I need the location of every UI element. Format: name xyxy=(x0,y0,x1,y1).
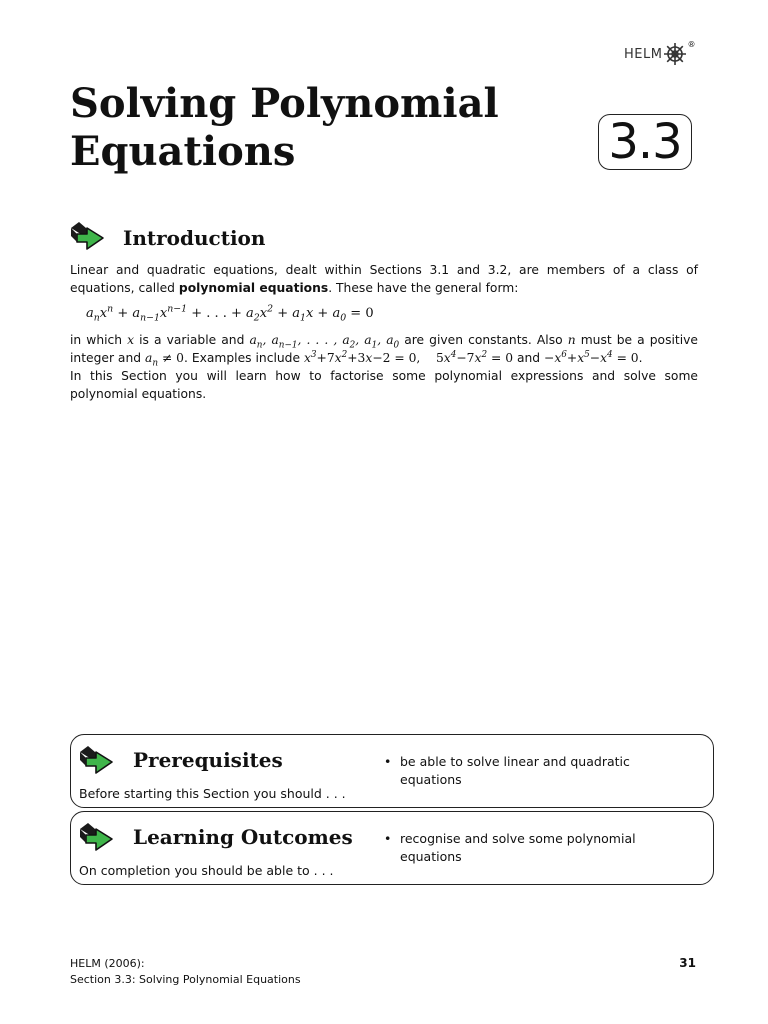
title-line-2: Equations xyxy=(70,128,296,175)
list-item: • be able to solve linear and quadratic equations xyxy=(384,753,644,789)
intro-paragraph-1: Linear and quadratic equations, dealt within Sections 3.1 and 3.2, are members of a class of equations, called polynomial equations. These have the general form: xyxy=(70,263,698,295)
ship-wheel-icon xyxy=(663,42,687,66)
prerequisites-list xyxy=(384,753,644,789)
introduction-body xyxy=(70,261,698,403)
footer-line-2: Section 3.3: Solving Polynomial Equations xyxy=(70,973,301,986)
math-an-nonzero: $a_n \ne 0$ xyxy=(144,351,184,369)
learning-outcomes-subtitle: On completion you should be able to . . . xyxy=(79,863,334,878)
prerequisites-title: Prerequisites xyxy=(133,748,283,772)
general-form-formula: $a_nx^n + a_{n-1}x^{n-1}$ + . . . + $a_2x^2 + a_1x + a_0 = 0$ xyxy=(86,303,374,324)
math-example-2: $-x^6+x^5-x^4 = 0$ xyxy=(544,349,639,365)
learning-outcomes-title: Learning Outcomes xyxy=(133,825,353,849)
intro-paragraph-3: In this Section you will learn how to factorise some polynomial expressions and solve some polynomial equations. xyxy=(70,369,698,401)
math-coefficients: $a_n$, $a_{n-1}$, . . . , $a_2$, $a_1$, $a_0$ xyxy=(249,333,400,351)
introduction-heading: Introduction xyxy=(123,226,266,250)
registered-mark: ® xyxy=(687,39,696,49)
arrow-key-icon xyxy=(69,220,109,256)
learning-outcomes-list xyxy=(384,830,644,866)
list-item: • recognise and solve some polynomial equations xyxy=(384,830,644,866)
logo-text: HELM xyxy=(624,46,663,62)
prerequisites-card xyxy=(70,734,714,808)
math-n: n xyxy=(567,333,576,347)
helm-logo xyxy=(624,39,696,66)
math-example-1: $x^3+7x^2+3x-2 = 0$, $5x^4-7x^2 = 0$ xyxy=(303,349,514,365)
page-number: 31 xyxy=(679,956,696,970)
intro-paragraph-2: in which x is a variable and $a_n$, $a_{n-1}$, . . . , $a_2$, $a_1$, $a_0$ are given constants. Also n must be a positive integer and $a_n \ne 0$. Examples include $x^3+7x^2+3x-2 = 0$, $5x^4-7x^2 = 0$ and $-x^6+x^5-x^4 = 0$. xyxy=(70,333,698,369)
math-x: x xyxy=(127,333,135,347)
page-footer xyxy=(70,956,301,988)
prerequisites-subtitle: Before starting this Section you should . . . xyxy=(79,786,346,801)
arrow-key-icon xyxy=(78,744,118,780)
section-number-badge: 3.3 xyxy=(598,114,692,170)
term-polynomial-equations: polynomial equations xyxy=(178,281,329,295)
learning-outcomes-card xyxy=(70,811,714,885)
page-title xyxy=(70,80,570,176)
footer-line-1: HELM (2006): xyxy=(70,957,145,970)
arrow-key-icon xyxy=(78,821,118,857)
title-line-1: Solving Polynomial xyxy=(70,80,499,127)
